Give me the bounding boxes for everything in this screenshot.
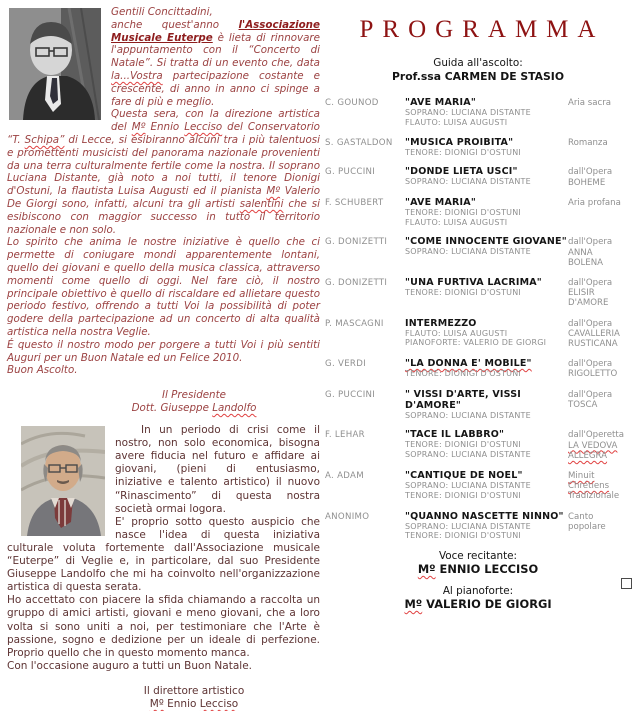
president-letter <box>7 6 320 415</box>
president-signature <box>94 389 294 415</box>
program-row <box>325 236 631 268</box>
piece-block <box>405 236 568 268</box>
director-photo-graphic <box>21 426 105 536</box>
note-line: dall'Opera <box>568 278 613 288</box>
performer-line: SOPRANO: LUCIANA DISTANTE <box>405 410 531 420</box>
performer-line: TENORE: DIONIGI D'OSTUNI <box>405 207 521 217</box>
director-portrait-photo <box>21 426 105 536</box>
program-row <box>325 429 631 461</box>
program-row <box>325 470 631 502</box>
piece-note <box>568 389 631 421</box>
program-row <box>325 389 631 421</box>
letter-paragraph <box>7 594 320 659</box>
president-photo-graphic <box>9 8 101 120</box>
note-line: dall'Operetta <box>568 430 625 441</box>
president-letter-body <box>7 6 320 377</box>
performer-line: SOPRANO: LUCIANA DISTANTE <box>405 247 531 257</box>
letter-text: partecipazione costante e crescente, di anno in anno ci spinge a fare di più e meglio. <box>111 69 320 108</box>
piece-note <box>568 197 631 228</box>
program-row <box>325 358 631 379</box>
piece-note <box>568 236 631 268</box>
composer-label: S. GASTALDON <box>325 137 393 148</box>
note-line: ANNA <box>568 247 593 258</box>
performer-line: SOPRANO: LUCIANA DISTANTE <box>405 481 531 491</box>
letter-text: Dott. Giuseppe <box>131 402 213 415</box>
note-line: Canto <box>568 511 594 522</box>
piece-note <box>568 429 631 461</box>
misspelled-text: Mº <box>131 121 146 134</box>
piece-block <box>405 166 568 187</box>
letter-paragraph <box>7 339 320 365</box>
letter-text: del Conservatorio “T. <box>7 121 320 146</box>
guide-label: Guida all'ascolto: <box>433 57 523 69</box>
program-row <box>325 97 631 128</box>
maestro-prefix: Mº <box>404 597 423 612</box>
letter-text: In un periodo di crisi come il nostro, non solo economica, bisogna avere fiducia nel futuro e affidare ai giovani, (pieni di entusiasmo, iniziative e talento artistico) il nuovo “Rinascimento” di questa nostra società ormai logora. <box>115 424 320 515</box>
note-line: RUSTICANA <box>568 339 618 350</box>
note-line: ALLEGRA <box>568 450 608 461</box>
letter-text: Ho accettato con piacere la sfida chiamando a raccolta un gruppo di amici artisti, giovani e meno giovani, che a loro volta si sono uniti a noi, per testimoniare che l'Arte è passione, sogno e dedizione per un ideale di perfezione. Proprio quello che in questo momento manca. <box>7 594 320 659</box>
piece-note <box>568 277 631 309</box>
composer-label: A. ADAM <box>325 471 364 482</box>
piece-note <box>568 137 631 158</box>
misspelled-text: Mº <box>266 185 281 198</box>
misspelled-text: Lecciso <box>199 698 239 711</box>
piece-block <box>405 429 568 461</box>
note-line: dall'Opera <box>568 167 613 178</box>
composer-label: ANONIMO <box>325 511 370 522</box>
composer-label: G. DONIZETTI <box>325 278 388 288</box>
misspelled-text: Schipa” <box>24 133 65 146</box>
letter-text: Valerio De Giorgi sono, infatti, alcuni tra gli artisti <box>7 185 320 210</box>
program-row <box>325 166 631 187</box>
performer-line: FLAUTO: LUISA AUGUSTI <box>405 117 508 127</box>
program-row <box>325 318 631 350</box>
signature-name <box>94 698 294 711</box>
piece-block <box>405 470 568 502</box>
piece-title: "COME INNOCENTE GIOVANE" <box>405 236 567 248</box>
misspelled-text: la...Vostra <box>111 69 163 82</box>
piece-note <box>568 318 631 350</box>
composer-label: G. PUCCINI <box>325 167 376 178</box>
letter-text: Ennio <box>145 121 185 134</box>
piece-note <box>568 97 631 128</box>
signature-name <box>94 402 294 415</box>
performer-line: FLAUTO: LUISA AUGUSTI <box>405 328 508 338</box>
note-line: Minuit <box>568 471 595 482</box>
letter-paragraph <box>7 108 320 236</box>
president-portrait-photo <box>9 8 101 120</box>
director-letter <box>7 424 320 711</box>
note-line: CAVALLERIA <box>568 328 620 339</box>
piece-title: "LA DONNA E' MOBILE" <box>405 358 532 370</box>
empty-checkbox-square <box>621 578 632 589</box>
letter-text: che si esibiscono con maggior successo in tutto il territorio nazionale e non solo. <box>7 197 320 236</box>
piece-title: "QUANNO NASCETTE NINNO" <box>405 510 564 522</box>
letter-text: Questa sera, con la direzione artistica del <box>111 108 320 134</box>
program-list <box>325 97 631 541</box>
note-line: TOSCA <box>568 399 598 410</box>
piece-block <box>405 197 568 228</box>
note-line: ELISIR <box>568 288 595 299</box>
piece-title: INTERMEZZO <box>405 317 477 329</box>
piece-block <box>405 389 568 421</box>
piece-note <box>568 166 631 187</box>
reciting-voice-name-text: ENNIO LECCISO <box>439 562 539 577</box>
performer-line: SOPRANO: LUCIANA DISTANTE <box>405 450 531 460</box>
pianist-name-text: VALERIO DE GIORGI <box>426 597 552 612</box>
performer-line: PIANOFORTE: VALERIO DE GIORGI <box>405 338 547 348</box>
letter-paragraph <box>7 236 320 338</box>
letter-text: Gentili Concittadini, <box>111 6 213 18</box>
letter-text: anche quest'anno <box>111 18 239 31</box>
letter-text: Lo spirito che anima le nostre iniziative è quello che ci permette di coniugare mondi apparentemente lontani, quello dei giovani e quello della musica classica, attraverso momenti come quello di oggi. Nel fare ciò, il nostro principale obiettivo è quello di riscaldare ed allietare questo periodo festivo, offrendo a tutti Voi la possibilità di poter godere della partecipazione ad un concerto di alta qualità artistica nella nostra Veglie. <box>7 236 320 338</box>
performer-line: TENORE: DIONIGI D'OSTUNI <box>405 369 521 379</box>
director-signature <box>94 685 294 711</box>
program-row <box>325 511 631 542</box>
letter-text: Con l'occasione auguro a tutti un Buon Natale. <box>7 659 252 672</box>
program-row <box>325 277 631 309</box>
program-row <box>325 137 631 158</box>
composer-label: F. SCHUBERT <box>325 197 384 208</box>
misspelled-text: Lecciso <box>184 121 223 134</box>
note-line: Aria sacra <box>568 98 612 108</box>
piece-title: " VISSI D'ARTE, VISSI D'AMORE" <box>405 388 522 411</box>
piece-block <box>405 511 568 542</box>
letter-text: Ennio <box>163 698 200 711</box>
note-line: popolare <box>568 521 606 532</box>
piece-title: "CANTIQUE DE NOEL" <box>405 470 523 482</box>
misspelled-text: salentini <box>239 197 284 210</box>
note-line: dall'Opera <box>568 318 613 329</box>
note-line: LA VEDOVA <box>568 440 618 451</box>
performer-line: SOPRANO: LUCIANA DISTANTE <box>405 177 531 187</box>
program-title: PROGRAMMA <box>359 16 605 43</box>
listening-guide <box>325 57 631 83</box>
guide-name: Prof.ssa CARMEN DE STASIO <box>392 70 564 83</box>
note-line: Chrétiens <box>568 481 610 492</box>
piano-label: Al pianoforte: <box>442 585 514 598</box>
note-line: Tradizionale <box>568 491 620 502</box>
performer-line: TENORE: DIONIGI D'OSTUNI <box>405 288 521 297</box>
maestro-prefix: Mº <box>417 562 436 577</box>
director-letter-body <box>7 424 320 673</box>
misspelled-text: Landolfo <box>212 402 257 415</box>
reciting-voice-name <box>325 563 631 576</box>
piece-title: "AVE MARIA" <box>405 97 476 108</box>
note-line: Aria profana <box>568 197 621 208</box>
letter-text: É questo il nostro modo per porgere a tutti Voi i più sentiti Auguri per un Buon Natale ed un Felice 2010. <box>7 338 320 364</box>
note-line: dall'Opera <box>568 237 613 248</box>
performer-line: SOPRANO: LUCIANA DISTANTE <box>405 521 531 531</box>
performer-line: TENORE: DIONIGI D'OSTUNI <box>405 440 521 450</box>
note-line: BOHEME <box>568 177 606 188</box>
misspelled-text: Mº <box>149 698 164 711</box>
composer-label: C. GOUNOD <box>325 98 379 108</box>
piece-title: "DONDE LIETA USCI" <box>405 166 518 178</box>
performer-line: TENORE: DIONIGI D'OSTUNI <box>405 490 521 500</box>
performer-line: FLAUTO: LUISA AUGUSTI <box>405 217 508 227</box>
performer-line: SOPRANO: LUCIANA DISTANTE <box>405 108 531 117</box>
composer-label: G. DONIZETTI <box>325 237 388 248</box>
piece-block <box>405 137 568 158</box>
letter-paragraph <box>7 364 320 377</box>
signature-role: Il direttore artistico <box>143 684 245 697</box>
letters-page <box>7 6 320 711</box>
letter-text: è lieta di rinnovare l'appuntamento con il “Concerto di Natale”. Si tratta di un evento che, data <box>111 31 320 70</box>
performer-line: TENORE: DIONIGI D'OSTUNI <box>405 147 521 157</box>
composer-label: F. LEHAR <box>325 430 365 441</box>
note-line: Romanza <box>568 137 608 148</box>
letter-text: E' proprio sotto questo auspicio che nasce l'idea di questa iniziativa culturale voluta fortemente dall'Associazione musicale “Euterpe” di Veglie e, in particolare, dal suo Presidente Giuseppe Landolfo che mi ha coinvolto nell'organizzazione artistica di questa serata. <box>7 515 320 594</box>
pianist-name <box>325 598 631 611</box>
note-line: D'AMORE <box>568 298 609 309</box>
piece-note <box>568 358 631 379</box>
piece-block <box>405 277 568 309</box>
highlighted-text: l'Associazione Musicale Euterpe <box>111 18 320 44</box>
piece-block <box>405 97 568 128</box>
letter-text: Buon Ascolto. <box>7 364 78 377</box>
piece-note <box>568 511 631 542</box>
program-footer <box>325 550 631 611</box>
program-page <box>325 6 631 611</box>
composer-label: G. VERDI <box>325 359 366 370</box>
piece-block <box>405 358 568 379</box>
signature-role: Il Presidente <box>162 389 226 402</box>
reciting-voice-label: Voce recitante: <box>438 550 518 563</box>
piece-title: "MUSICA PROIBITA" <box>405 136 514 148</box>
piece-title: "UNA FURTIVA LACRIMA" <box>405 277 542 288</box>
note-line: BOLENA <box>568 257 604 268</box>
piece-title: "AVE MARIA" <box>405 196 476 208</box>
program-row <box>325 197 631 228</box>
note-line: RIGOLETTO <box>568 369 618 380</box>
composer-label: P. MASCAGNI <box>325 318 384 329</box>
note-line: dall'Opera <box>568 359 613 370</box>
letter-text: di Lecce, si esibiranno alcuni tra i più talentuosi e promettenti musicisti del panorama nazionale provenienti da una terra culturalmente fertile come la nostra. Il soprano Luciana Distante, già noto a noi tutti, il tenore Dionigi d'Ostuni, la flautista Luisa Augusti ed il pianista <box>7 133 320 198</box>
piece-block <box>405 318 568 350</box>
composer-label: G. PUCCINI <box>325 389 376 400</box>
note-line: dall'Opera <box>568 389 613 400</box>
performer-line: TENORE: DIONIGI D'OSTUNI <box>405 531 521 541</box>
piece-title: "TACE IL LABBRO" <box>405 429 505 441</box>
piece-note <box>568 470 631 502</box>
